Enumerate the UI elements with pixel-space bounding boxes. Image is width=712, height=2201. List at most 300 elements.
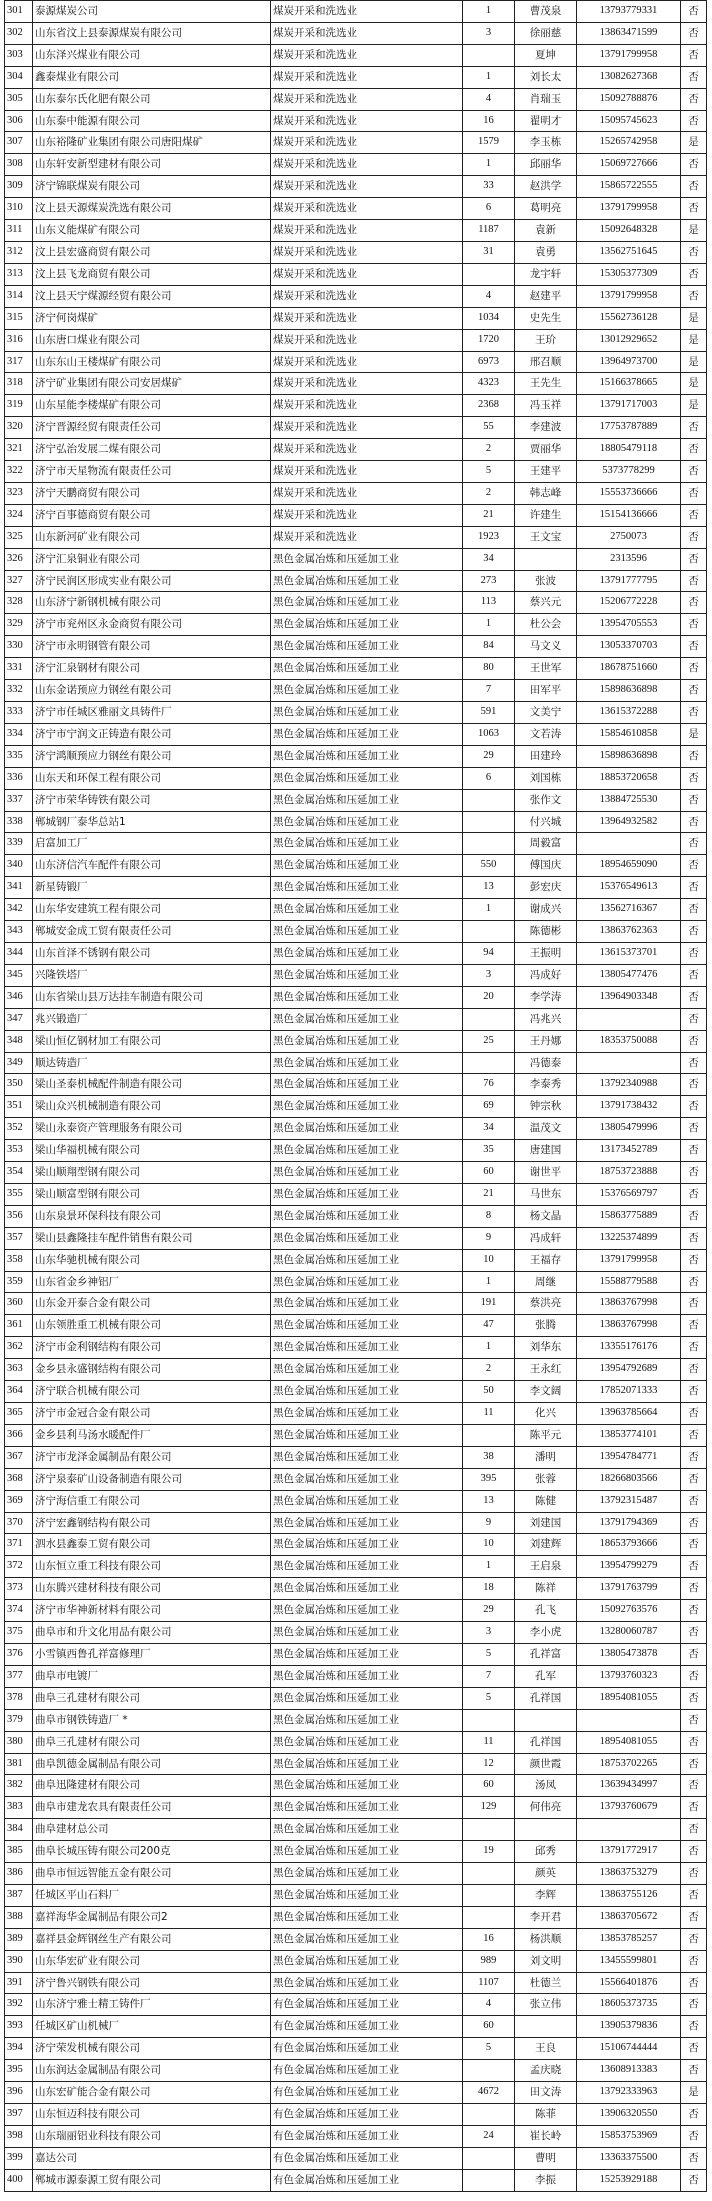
industry: 煤炭开采和洗选业 [271,329,463,351]
contact-person: 汤凤 [515,1775,577,1797]
industry: 有色金属冶炼和压延加工业 [271,2147,463,2169]
phone-number: 15376549613 [577,877,681,899]
table-row [5,461,707,483]
row-number: 378 [5,1687,33,1709]
industry: 黑色金属冶炼和压延加工业 [271,1205,463,1227]
contact-person: 马文义 [515,636,577,658]
company-name: 山东金开泰合金有限公司 [33,1293,271,1315]
key-flag: 否 [681,855,707,877]
row-number: 386 [5,1863,33,1885]
table-row [5,1118,707,1140]
row-number: 343 [5,921,33,943]
industry: 煤炭开采和洗选业 [271,526,463,548]
row-number: 360 [5,1293,33,1315]
employee-count: 13 [463,1490,515,1512]
key-flag: 否 [681,2060,707,2082]
contact-person: 杨洪顺 [515,1928,577,1950]
phone-number: 13082627368 [577,66,681,88]
employee-count: 4 [463,1994,515,2016]
row-number: 357 [5,1227,33,1249]
key-flag: 否 [681,44,707,66]
contact-person: 杜公会 [515,614,577,636]
table-row [5,1556,707,1578]
industry: 黑色金属冶炼和压延加工业 [271,1972,463,1994]
employee-count: 4672 [463,2082,515,2104]
company-name: 山东华宏矿业有限公司 [33,1950,271,1972]
industry: 黑色金属冶炼和压延加工业 [271,942,463,964]
company-name: 山东华安建筑工程有限公司 [33,899,271,921]
company-name: 山东济宁雅士精工铸件厂 [33,1994,271,2016]
phone-number: 18805479118 [577,439,681,461]
company-name: 济宁天鹏商贸有限公司 [33,482,271,504]
company-name: 曲阜三孔建材有限公司 [33,1687,271,1709]
row-number: 363 [5,1359,33,1381]
employee-count [463,44,515,66]
company-name: 泗水县鑫泰工贸有限公司 [33,1534,271,1556]
contact-person: 田文涛 [515,2082,577,2104]
phone-number [577,1709,681,1731]
row-number: 364 [5,1381,33,1403]
row-number: 366 [5,1424,33,1446]
employee-count [463,263,515,285]
row-number: 380 [5,1731,33,1753]
contact-person: 张波 [515,570,577,592]
key-flag: 否 [681,1863,707,1885]
phone-number: 15854610858 [577,723,681,745]
key-flag: 否 [681,1,707,23]
table-row [5,1249,707,1271]
contact-person: 李建波 [515,417,577,439]
industry: 黑色金属冶炼和压延加工业 [271,1271,463,1293]
key-flag: 否 [681,1271,707,1293]
contact-person: 翟明才 [515,110,577,132]
industry: 煤炭开采和洗选业 [271,154,463,176]
table-row [5,1074,707,1096]
company-name: 济宁鲁兴钢铁有限公司 [33,1972,271,1994]
industry: 煤炭开采和洗选业 [271,22,463,44]
phone-number: 18753702265 [577,1753,681,1775]
company-name: 济宁泉泰矿山设备制造有限公司 [33,1468,271,1490]
company-name: 山东泰尔氏化肥有限公司 [33,88,271,110]
employee-count: 19 [463,1841,515,1863]
key-flag: 否 [681,2169,707,2191]
phone-number: 15253929188 [577,2169,681,2191]
contact-person: 田军平 [515,680,577,702]
contact-person: 彭宏庆 [515,877,577,899]
row-number: 337 [5,789,33,811]
contact-person: 曹明 [515,2147,577,2169]
employee-count: 1187 [463,220,515,242]
industry: 煤炭开采和洗选业 [271,461,463,483]
contact-person: 龙宇轩 [515,263,577,285]
industry: 煤炭开采和洗选业 [271,1,463,23]
industry: 黑色金属冶炼和压延加工业 [271,1863,463,1885]
company-name: 济宁市华神新材料有限公司 [33,1600,271,1622]
contact-person: 钟宗秋 [515,1096,577,1118]
industry: 黑色金属冶炼和压延加工业 [271,1950,463,1972]
company-name: 山东恒立重工科技有限公司 [33,1556,271,1578]
phone-number: 17753787889 [577,417,681,439]
employee-count: 21 [463,1183,515,1205]
table-row [5,1512,707,1534]
table-row [5,1884,707,1906]
industry: 黑色金属冶炼和压延加工业 [271,658,463,680]
industry: 黑色金属冶炼和压延加工业 [271,899,463,921]
industry: 黑色金属冶炼和压延加工业 [271,767,463,789]
phone-number: 13805479996 [577,1118,681,1140]
employee-count: 6973 [463,351,515,373]
employee-count: 4 [463,285,515,307]
key-flag: 否 [681,614,707,636]
contact-person: 陈德彬 [515,921,577,943]
phone-number: 13954792689 [577,1359,681,1381]
industry: 黑色金属冶炼和压延加工业 [271,789,463,811]
contact-person: 陈祥 [515,1578,577,1600]
industry: 煤炭开采和洗选业 [271,351,463,373]
key-flag: 否 [681,1600,707,1622]
company-name: 山东泉景环保科技有限公司 [33,1205,271,1227]
key-flag: 否 [681,592,707,614]
row-number: 332 [5,680,33,702]
phone-number: 13906320550 [577,2104,681,2126]
contact-person: 孔飞 [515,1600,577,1622]
employee-count: 10 [463,1534,515,1556]
industry: 黑色金属冶炼和压延加工业 [271,1512,463,1534]
table-row [5,1337,707,1359]
key-flag: 是 [681,132,707,154]
key-flag: 否 [681,88,707,110]
table-row [5,1972,707,1994]
industry: 煤炭开采和洗选业 [271,439,463,461]
phone-number: 15092788876 [577,88,681,110]
row-number: 316 [5,329,33,351]
industry: 黑色金属冶炼和压延加工业 [271,548,463,570]
phone-number: 13964932582 [577,811,681,833]
employee-count: 29 [463,745,515,767]
company-name: 山东轩安新型建材有限公司 [33,154,271,176]
phone-number: 15092763576 [577,1600,681,1622]
row-number: 342 [5,899,33,921]
employee-count: 94 [463,942,515,964]
phone-number: 13791799958 [577,44,681,66]
key-flag: 否 [681,2016,707,2038]
table-row [5,132,707,154]
contact-person: 张腾 [515,1315,577,1337]
employee-count: 25 [463,1030,515,1052]
phone-number: 13791799958 [577,198,681,220]
key-flag: 否 [681,636,707,658]
phone-number: 13792333963 [577,2082,681,2104]
industry: 黑色金属冶炼和压延加工业 [271,1556,463,1578]
phone-number: 13791794369 [577,1512,681,1534]
table-row [5,570,707,592]
phone-number: 2313596 [577,548,681,570]
key-flag: 否 [681,1819,707,1841]
enterprise-table [4,0,707,2192]
industry: 黑色金属冶炼和压延加工业 [271,1096,463,1118]
table-row [5,395,707,417]
key-flag: 否 [681,1096,707,1118]
phone-number: 15853753969 [577,2125,681,2147]
phone-number: 18954659090 [577,855,681,877]
company-name: 山东新河矿业有限公司 [33,526,271,548]
company-name: 山东星能李楼煤矿有限公司 [33,395,271,417]
phone-number: 15154136666 [577,504,681,526]
contact-person [515,1819,577,1841]
company-name: 济宁海信重工有限公司 [33,1490,271,1512]
table-row [5,548,707,570]
industry: 黑色金属冶炼和压延加工业 [271,1687,463,1709]
row-number: 369 [5,1490,33,1512]
contact-person: 韩志峰 [515,482,577,504]
company-name: 曲阜三孔建材有限公司 [33,1731,271,1753]
employee-count: 6 [463,767,515,789]
employee-count: 4 [463,88,515,110]
phone-number: 5373778299 [577,461,681,483]
key-flag: 否 [681,1928,707,1950]
table-row [5,964,707,986]
phone-number: 18266803566 [577,1468,681,1490]
row-number: 339 [5,833,33,855]
phone-number: 15106744444 [577,2038,681,2060]
company-name: 曲阜市建龙农具有限责任公司 [33,1797,271,1819]
key-flag: 否 [681,1337,707,1359]
key-flag: 是 [681,351,707,373]
row-number: 394 [5,2038,33,2060]
table-row [5,285,707,307]
key-flag: 否 [681,1994,707,2016]
contact-person: 赵建平 [515,285,577,307]
industry: 黑色金属冶炼和压延加工业 [271,1534,463,1556]
table-row [5,1271,707,1293]
company-name: 济宁何岗煤矿 [33,307,271,329]
industry: 黑色金属冶炼和压延加工业 [271,1446,463,1468]
row-number: 367 [5,1446,33,1468]
key-flag: 否 [681,1315,707,1337]
phone-number: 13863471599 [577,22,681,44]
key-flag: 否 [681,680,707,702]
employee-count [463,2060,515,2082]
employee-count: 11 [463,1403,515,1425]
table-row [5,767,707,789]
phone-number: 13863767998 [577,1315,681,1337]
key-flag: 否 [681,789,707,811]
row-number: 321 [5,439,33,461]
phone-number: 13792315487 [577,1490,681,1512]
company-name: 梁山恒亿钢材加工有限公司 [33,1030,271,1052]
row-number: 347 [5,1008,33,1030]
industry: 黑色金属冶炼和压延加工业 [271,1118,463,1140]
industry: 黑色金属冶炼和压延加工业 [271,636,463,658]
key-flag: 否 [681,658,707,680]
employee-count: 13 [463,877,515,899]
employee-count [463,921,515,943]
row-number: 370 [5,1512,33,1534]
table-row [5,2082,707,2104]
phone-number [577,1052,681,1074]
phone-number: 13853785257 [577,1928,681,1950]
contact-person: 王建平 [515,461,577,483]
phone-number: 18954081055 [577,1687,681,1709]
phone-number: 13615373701 [577,942,681,964]
key-flag: 否 [681,1490,707,1512]
industry: 煤炭开采和洗选业 [271,220,463,242]
table-row [5,2038,707,2060]
phone-number: 18753723888 [577,1162,681,1184]
row-number: 350 [5,1074,33,1096]
table-row [5,1906,707,1928]
company-name: 山东义能煤矿有限公司 [33,220,271,242]
row-number: 353 [5,1140,33,1162]
table-row [5,658,707,680]
contact-person: 曹茂泉 [515,1,577,23]
phone-number: 13791777795 [577,570,681,592]
contact-person: 周毅富 [515,833,577,855]
key-flag: 否 [681,241,707,263]
industry: 黑色金属冶炼和压延加工业 [271,1578,463,1600]
row-number: 354 [5,1162,33,1184]
employee-count: 21 [463,504,515,526]
contact-person: 孔祥国 [515,1731,577,1753]
key-flag: 否 [681,417,707,439]
company-name: 梁山县鑫隆挂车配件销售有限公司 [33,1227,271,1249]
contact-person: 王丹娜 [515,1030,577,1052]
table-row [5,1446,707,1468]
company-name: 汶上县天源煤炭洗选有限公司 [33,198,271,220]
phone-number: 13455599801 [577,1950,681,1972]
contact-person: 蔡洪亮 [515,1293,577,1315]
contact-person: 陈平元 [515,1424,577,1446]
row-number: 361 [5,1315,33,1337]
row-number: 373 [5,1578,33,1600]
company-name: 小雪镇西鲁孔祥富修理厂 [33,1643,271,1665]
employee-count: 4323 [463,373,515,395]
industry: 煤炭开采和洗选业 [271,176,463,198]
table-row [5,1578,707,1600]
key-flag: 是 [681,373,707,395]
key-flag: 否 [681,176,707,198]
contact-person: 陈菲 [515,2104,577,2126]
phone-number: 13792340988 [577,1074,681,1096]
company-name: 兴隆铁塔厂 [33,964,271,986]
table-row [5,1665,707,1687]
key-flag: 否 [681,1205,707,1227]
phone-number: 13863767998 [577,1293,681,1315]
phone-number [577,833,681,855]
row-number: 352 [5,1118,33,1140]
company-name: 济宁市永明钢管有限公司 [33,636,271,658]
row-number: 374 [5,1600,33,1622]
table-row [5,1468,707,1490]
row-number: 376 [5,1643,33,1665]
phone-number: 15566401876 [577,1972,681,1994]
row-number: 351 [5,1096,33,1118]
company-name: 曲阜凯德金属制品有限公司 [33,1753,271,1775]
key-flag: 否 [681,1906,707,1928]
employee-count [463,1863,515,1885]
key-flag: 否 [681,1665,707,1687]
contact-person: 王福存 [515,1249,577,1271]
key-flag: 是 [681,307,707,329]
industry: 黑色金属冶炼和压延加工业 [271,1293,463,1315]
key-flag: 否 [681,1359,707,1381]
employee-count [463,833,515,855]
employee-count: 29 [463,1600,515,1622]
company-name: 鑫泰煤业有限公司 [33,66,271,88]
company-name: 山东泽兴煤业有限公司 [33,44,271,66]
phone-number: 13012929652 [577,329,681,351]
phone-number: 15588779588 [577,1271,681,1293]
employee-count: 2 [463,482,515,504]
company-name: 济宁鸿顺预应力钢丝有限公司 [33,745,271,767]
company-name: 梁山华福机械有限公司 [33,1140,271,1162]
company-name: 曲阜市恒远智能五金有限公司 [33,1863,271,1885]
row-number: 330 [5,636,33,658]
company-name: 汶上县天宁煤源经贸有限公司 [33,285,271,307]
key-flag: 否 [681,504,707,526]
table-row [5,2016,707,2038]
phone-number: 18954081055 [577,1731,681,1753]
key-flag: 否 [681,1753,707,1775]
company-name: 梁山顺翔型钢有限公司 [33,1162,271,1184]
employee-count: 18 [463,1578,515,1600]
row-number: 391 [5,1972,33,1994]
row-number: 388 [5,1906,33,1928]
key-flag: 否 [681,1797,707,1819]
row-number: 325 [5,526,33,548]
industry: 黑色金属冶炼和压延加工业 [271,877,463,899]
employee-count [463,1424,515,1446]
table-row [5,811,707,833]
contact-person: 夏坤 [515,44,577,66]
industry: 黑色金属冶炼和压延加工业 [271,964,463,986]
employee-count: 47 [463,1315,515,1337]
phone-number: 13639434997 [577,1775,681,1797]
contact-person: 贾丽华 [515,439,577,461]
phone-number: 18678751660 [577,658,681,680]
company-name: 山东济宁新钢机械有限公司 [33,592,271,614]
employee-count: 35 [463,1140,515,1162]
row-number: 365 [5,1403,33,1425]
employee-count: 9 [463,1512,515,1534]
company-name: 曲阜市电镀厂 [33,1665,271,1687]
company-name: 山东腾兴建材科技有限公司 [33,1578,271,1600]
company-name: 山东宏矿能合金有限公司 [33,2082,271,2104]
table-row [5,1359,707,1381]
contact-person: 冯成好 [515,964,577,986]
employee-count: 1 [463,614,515,636]
industry: 黑色金属冶炼和压延加工业 [271,1337,463,1359]
employee-count [463,2147,515,2169]
contact-person: 杜德兰 [515,1972,577,1994]
contact-person: 温茂文 [515,1118,577,1140]
contact-person: 蔡兴元 [515,592,577,614]
industry: 煤炭开采和洗选业 [271,504,463,526]
phone-number: 13863755126 [577,1884,681,1906]
phone-number: 13791763799 [577,1578,681,1600]
employee-count: 550 [463,855,515,877]
contact-person: 许建生 [515,504,577,526]
contact-person: 冯兆兴 [515,1008,577,1030]
key-flag: 否 [681,526,707,548]
employee-count: 3 [463,964,515,986]
phone-number: 15898636898 [577,745,681,767]
table-row [5,1994,707,2016]
employee-count: 34 [463,548,515,570]
contact-person: 冯德泰 [515,1052,577,1074]
industry: 黑色金属冶炼和压延加工业 [271,1468,463,1490]
industry: 黑色金属冶炼和压延加工业 [271,1008,463,1030]
